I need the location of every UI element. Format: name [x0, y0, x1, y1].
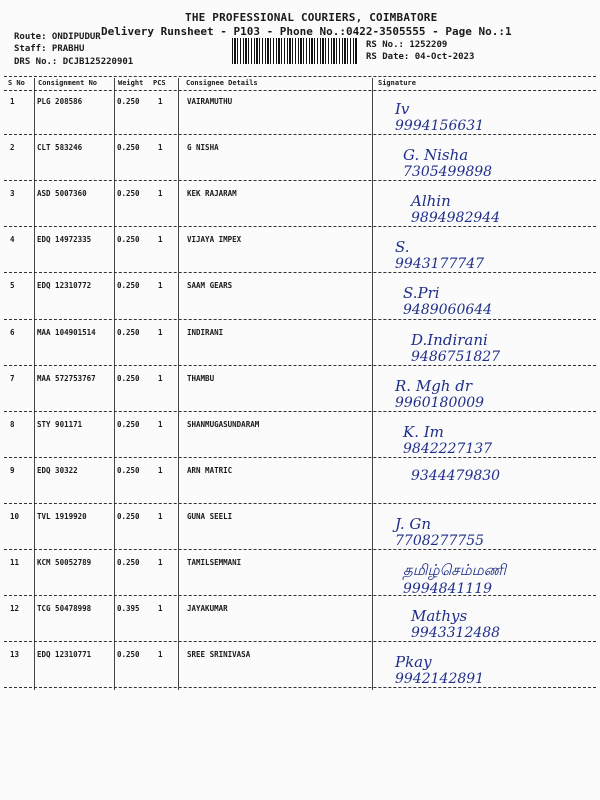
row-sno: 1 — [10, 97, 15, 106]
row-separator — [4, 687, 596, 688]
row-consignee: SREE SRINIVASA — [187, 650, 251, 660]
col-divider — [114, 78, 115, 690]
row-separator — [4, 134, 596, 135]
row-consignment-no: KCM 50052789 — [37, 558, 92, 567]
row-consignment-no: CLT 583246 — [37, 143, 83, 153]
row-pcs: 1 — [158, 373, 163, 383]
handwritten-signature — [411, 468, 500, 484]
row-weight: 0.250 — [117, 327, 140, 337]
handwritten-signature — [411, 606, 500, 641]
row-pcs: 1 — [158, 419, 163, 429]
row-separator — [4, 365, 596, 366]
row-weight: 0.250 — [117, 419, 140, 429]
drs-number: DRS No.: DCJB125220901 — [14, 57, 134, 67]
handwritten-signature — [395, 652, 484, 687]
row-separator — [4, 503, 596, 504]
row-weight: 0.250 — [117, 189, 140, 199]
signature-scrawl: Pkay — [395, 653, 432, 672]
row-sno: 11 — [10, 558, 20, 567]
row-weight: 0.250 — [117, 97, 140, 106]
row-sno: 9 — [10, 465, 15, 475]
row-sno: 10 — [10, 511, 20, 521]
row-consignment-no: MAA 104901514 — [37, 327, 96, 337]
row-pcs: 1 — [158, 97, 163, 106]
row-pcs: 1 — [158, 189, 163, 199]
signature-scrawl: Iv — [395, 100, 410, 118]
column-header-pcs: PCS — [153, 79, 166, 87]
signature-phone: 9942142891 — [395, 671, 485, 688]
signature-scrawl: தமிழ்செம்மணி — [403, 561, 507, 579]
rs-date: RS Date: 04-Oct-2023 — [366, 52, 475, 62]
row-consignee: SHANMUGASUNDARAM — [187, 419, 260, 429]
row-consignment-no: EDQ 30322 — [37, 465, 78, 475]
row-pcs: 1 — [158, 143, 163, 153]
column-header-sno: S No — [8, 79, 25, 87]
row-consignment-no: EDQ 12310772 — [37, 281, 92, 291]
header-rule — [4, 90, 596, 91]
signature-scrawl: R. Mgh dr — [395, 376, 472, 395]
table-top-rule — [4, 76, 596, 77]
signature-scrawl: K. Im — [403, 422, 444, 441]
row-consignment-no: STY 901171 — [37, 419, 83, 429]
handwritten-signature — [411, 191, 500, 226]
signature-scrawl: S. — [395, 238, 410, 257]
company-title: THE PROFESSIONAL COURIERS, COIMBATORE — [185, 11, 438, 24]
barcode — [232, 38, 358, 64]
col-divider — [178, 78, 179, 690]
handwritten-signature — [395, 237, 484, 272]
handwritten-signature — [403, 560, 506, 597]
column-header-weight: Weight — [118, 79, 144, 87]
signature-phone: 9943177747 — [395, 256, 485, 273]
signature-phone: 9994841119 — [403, 581, 493, 597]
row-pcs: 1 — [158, 650, 163, 660]
row-pcs: 1 — [158, 235, 163, 245]
row-separator — [4, 595, 596, 596]
signature-phone: 7305499898 — [403, 164, 493, 181]
row-consignee: VAIRAMUTHU — [187, 97, 233, 106]
row-pcs: 1 — [158, 465, 163, 475]
signature-scrawl: Alhin — [411, 192, 451, 211]
route-label: Route: ONDIPUDUR — [14, 32, 101, 42]
row-sno: 4 — [10, 235, 15, 245]
signature-scrawl: G. Nisha — [403, 146, 469, 165]
row-weight: 0.250 — [117, 465, 140, 475]
row-separator — [4, 549, 596, 550]
row-sno: 6 — [10, 327, 15, 337]
row-weight: 0.250 — [117, 235, 140, 245]
row-consignment-no: TVL 1919920 — [37, 511, 87, 521]
row-weight: 0.250 — [117, 143, 140, 153]
handwritten-signature — [395, 99, 484, 134]
row-separator — [4, 226, 596, 227]
signature-phone: 9842227137 — [403, 440, 493, 457]
column-header-signature: Signature — [378, 79, 416, 87]
col-divider — [372, 78, 373, 690]
row-sno: 8 — [10, 419, 15, 429]
row-pcs: 1 — [158, 327, 163, 337]
handwritten-signature — [395, 514, 484, 549]
row-separator — [4, 180, 596, 181]
signature-scrawl: S.Pri — [403, 284, 440, 303]
row-sno: 13 — [10, 650, 20, 660]
row-consignee: THAMBU — [187, 373, 215, 383]
row-separator — [4, 457, 596, 458]
column-header-consignment: Consignment No — [38, 79, 98, 87]
row-weight: 0.250 — [117, 281, 140, 291]
signature-scrawl: D.Indirani — [411, 330, 488, 349]
row-consignee: GUNA SEELI — [187, 511, 233, 521]
row-weight: 0.250 — [117, 558, 140, 567]
row-sno: 7 — [10, 373, 15, 383]
signature-phone: 9489060644 — [403, 302, 493, 319]
signature-phone: 9894982944 — [411, 210, 501, 227]
row-sno: 5 — [10, 281, 15, 291]
row-weight: 0.250 — [117, 650, 140, 660]
row-consignee: G NISHA — [187, 143, 219, 153]
signature-phone: 9994156631 — [395, 118, 485, 134]
signature-phone: 9960180009 — [395, 394, 485, 411]
row-consignment-no: PLG 208586 — [37, 97, 83, 106]
handwritten-signature — [395, 376, 484, 411]
signature-phone: 9943312488 — [411, 625, 501, 642]
row-pcs: 1 — [158, 281, 163, 291]
row-sno: 3 — [10, 189, 15, 199]
handwritten-signature — [411, 330, 500, 365]
handwritten-signature — [403, 145, 492, 180]
row-separator — [4, 272, 596, 273]
handwritten-signature — [403, 422, 492, 457]
row-consignment-no: EDQ 12310771 — [37, 650, 92, 660]
row-consignment-no: TCG 50478998 — [37, 604, 92, 614]
signature-scrawl: J. Gn — [395, 514, 432, 533]
row-consignee: TAMILSEMMANI — [187, 558, 242, 567]
row-consignee: INDIRANI — [187, 327, 224, 337]
row-consignee: VIJAYA IMPEX — [187, 235, 242, 245]
signature-phone: 9486751827 — [411, 348, 501, 365]
row-consignment-no: MAA 572753767 — [37, 373, 96, 383]
row-separator — [4, 641, 596, 642]
row-pcs: 1 — [158, 558, 163, 567]
row-pcs: 1 — [158, 511, 163, 521]
row-consignment-no: EDQ 14972335 — [37, 235, 92, 245]
row-weight: 0.250 — [117, 373, 140, 383]
row-sno: 12 — [10, 604, 20, 614]
row-separator — [4, 319, 596, 320]
row-consignment-no: ASD 5007360 — [37, 189, 87, 199]
row-consignee: ARN MATRIC — [187, 465, 233, 475]
signature-phone: 7708277755 — [395, 532, 485, 549]
row-consignee: JAYAKUMAR — [187, 604, 228, 614]
row-weight: 0.250 — [117, 511, 140, 521]
runsheet-subtitle: Delivery Runsheet - P103 - Phone No.:0422-3505555 - Page No.:1 — [101, 25, 512, 38]
rs-number: RS No.: 1252209 — [366, 40, 448, 50]
row-consignee: SAAM GEARS — [187, 281, 233, 291]
row-sno: 2 — [10, 143, 15, 153]
row-pcs: 1 — [158, 604, 163, 614]
row-separator — [4, 411, 596, 412]
signature-phone: 9344479830 — [411, 467, 501, 484]
row-consignee: KEK RAJARAM — [187, 189, 237, 199]
staff-label: Staff: PRABHU — [14, 44, 85, 54]
col-divider — [34, 78, 35, 690]
row-weight: 0.395 — [117, 604, 140, 614]
column-header-consignee: Consignee Details — [186, 79, 258, 87]
signature-scrawl: Mathys — [411, 607, 468, 626]
handwritten-signature — [403, 283, 492, 318]
